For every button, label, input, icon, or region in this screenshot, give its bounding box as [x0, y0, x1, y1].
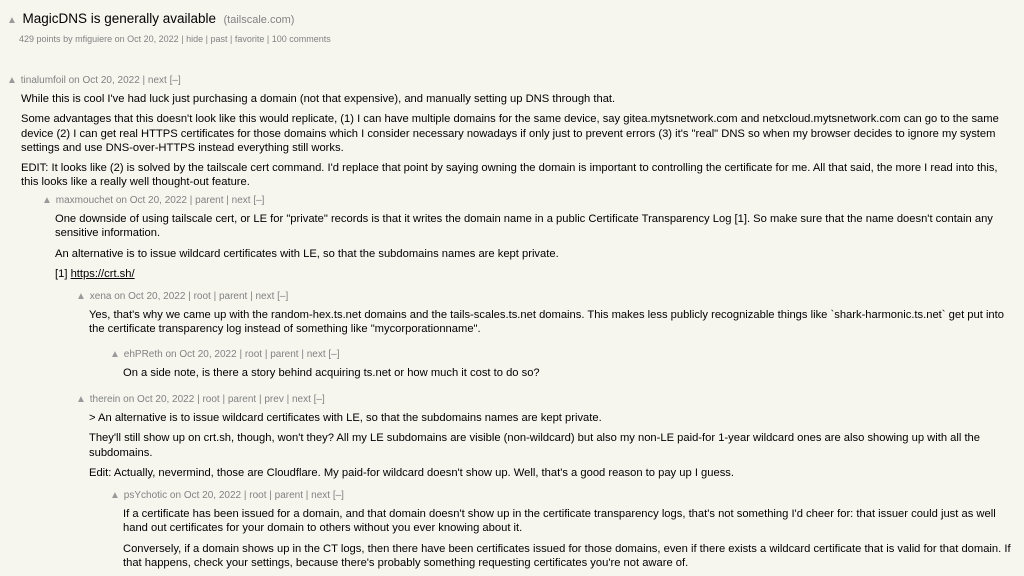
comment-age-link[interactable]: Oct 20, 2022 [179, 349, 237, 360]
comment-user-link[interactable]: xena [89, 291, 112, 302]
upvote-arrow-icon[interactable]: ▲ [110, 490, 120, 501]
upvote-arrow-icon[interactable]: ▲ [76, 394, 86, 405]
comment-item [109, 489, 1016, 576]
comment-item [41, 194, 1016, 287]
comment-body [123, 366, 1016, 380]
comment-nav-links[interactable]: | root | parent | next [–] [243, 490, 344, 501]
upvote-arrow-icon[interactable]: ▲ [76, 291, 86, 302]
comment-item [109, 348, 1016, 386]
comment-body [89, 411, 1016, 480]
comment-reference [55, 267, 1016, 281]
comment-age-link[interactable]: Oct 20, 2022 [183, 490, 242, 501]
reference-label: [1] [55, 267, 68, 280]
comment-paragraph: Edit: Actually, nevermind, those are Cloudflare. My paid-for wildcard doesn't show up. Well, that's a good reason to pay up I guess. [89, 466, 734, 479]
comment-age-link[interactable]: Oct 20, 2022 [137, 394, 195, 405]
comment-paragraph: > An alternative is to issue wildcard certificates with LE, so that the subdomains names are kept private. [89, 412, 602, 424]
story-points: 429 points [19, 34, 61, 44]
comment-item [75, 290, 1016, 343]
separator: | [266, 34, 270, 44]
comment-paragraph: Some advantages that this doesn't look like this would replicate, (1) I can have multiple domains for the same device, say gitea.mytsnetwork.com and netxcloud.mytsnetwork.com can go to the same device (2) I can get real HTTPS certificates for those domains which I consider necessary nowadays if only just to prevent errors (3) it's "real" DNS so when my browser decides to ignore my system settings and use DNS-over-HTTPS instead everything still works. [21, 113, 999, 154]
comment-body [55, 212, 1016, 281]
separator: | [181, 34, 184, 44]
comment-user-link[interactable]: therein [89, 394, 121, 405]
past-link[interactable]: past [210, 34, 228, 44]
comment-paragraph: If a certificate has been issued for a domain, and that domain doesn't show up in the certificate transparency logs, that's not something I'd cheer for: that issuer could just as well hand out certificates for your domain to others without you ever knowing about it. [123, 508, 996, 535]
upvote-arrow-icon[interactable]: ▲ [42, 195, 52, 206]
comment-body [21, 92, 1016, 190]
comment-paragraph: On a side note, is there a story behind acquiring ts.net or how much it cost to do so? [123, 367, 540, 379]
comment-user-link[interactable]: tinalumfoil [20, 75, 66, 86]
reference-link[interactable]: https://crt.sh/ [70, 267, 135, 280]
comment-nav-links[interactable]: | root | parent | next [–] [239, 349, 340, 360]
story-on-label: on [114, 34, 125, 44]
comment-nav-links[interactable]: | root | parent | prev | next [–] [197, 394, 325, 405]
on-label: on [68, 75, 80, 86]
comment-paragraph: Yes, that's why we came up with the random-hex.ts.net domains and the tails-scales.ts.net domains. This makes less publicly recognizable things like `shark-harmonic.ts.net` get put into the certificate transparency log instead of something like "mycorporationname". [89, 309, 1004, 336]
comment-nav-links[interactable]: | next [–] [142, 75, 181, 86]
story-title[interactable]: MagicDNS is generally available [22, 11, 217, 26]
comment-age-link[interactable]: Oct 20, 2022 [129, 195, 187, 206]
comment-item [6, 74, 1016, 196]
comment-user-link[interactable]: psYchotic [123, 490, 168, 501]
comment-body [89, 308, 1016, 337]
comment-header [109, 348, 1016, 362]
story-age-link[interactable]: Oct 20, 2022 [127, 34, 179, 44]
favorite-link[interactable]: favorite [234, 34, 265, 44]
hide-link[interactable]: hide [186, 34, 204, 44]
comment-paragraph: EDIT: It looks like (2) is solved by the tailscale cert command. I'd replace that point by saying owning the domain is important to controlling the certificate for me. All that said, the more I read into this, this looks like a really well thought-out feature. [21, 162, 998, 189]
story-subtext [19, 34, 1016, 44]
comment-age-link[interactable]: Oct 20, 2022 [82, 75, 140, 86]
comment-header [109, 489, 1016, 503]
comment-header [41, 194, 1016, 208]
on-label: on [114, 291, 126, 302]
comment-nav-links[interactable]: | root | parent | next [–] [188, 291, 289, 302]
comment-paragraph: One downside of using tailscale cert, or LE for "private" records is that it writes the domain name in a public Certificate Transparency Log [1]. So make sure that the name doesn't contain any sensitive information. [55, 213, 993, 240]
comment-header [75, 393, 1016, 407]
separator: | [205, 34, 208, 44]
on-label: on [165, 349, 177, 360]
story-user-link[interactable]: mfiguiere [75, 34, 113, 44]
separator: | [230, 34, 233, 44]
comment-body [123, 507, 1016, 570]
story-site[interactable]: (tailscale.com) [223, 14, 295, 26]
comment-user-link[interactable]: maxmouchet [55, 195, 114, 206]
upvote-arrow-icon[interactable]: ▲ [7, 75, 17, 86]
on-label: on [123, 394, 135, 405]
story-by-label: by [63, 34, 73, 44]
comment-user-link[interactable]: ehPReth [123, 349, 163, 360]
comment-header [6, 74, 1016, 88]
comment-paragraph: They'll still show up on crt.sh, though, won't they? All my LE subdomains are visible (non-wildcard) but also my non-LE paid-for 1-year wildcard ones are also showing up with all the subdomains. [89, 432, 981, 459]
on-label: on [169, 490, 182, 501]
story-header [6, 10, 1016, 44]
upvote-arrow-icon[interactable]: ▲ [7, 15, 17, 26]
comment-item [75, 393, 1016, 486]
comment-nav-links[interactable]: | parent | next [–] [189, 195, 265, 206]
comments-link[interactable]: 100 comments [271, 34, 331, 44]
on-label: on [115, 195, 127, 206]
comment-paragraph: Conversely, if a domain shows up in the CT logs, then there have been certificates issued for those domains, even if there exists a wildcard certificate that is valid for that domain. If that happens, check your settings, because there's probably something requesting certificates you're not aware of. [123, 542, 1011, 569]
comment-paragraph: An alternative is to issue wildcard certificates with LE, so that the subdomains names are kept private. [55, 247, 559, 260]
comment-paragraph: While this is cool I've had luck just purchasing a domain (not that expensive), and manually setting up DNS through that. [21, 93, 616, 105]
comment-header [75, 290, 1016, 304]
comment-age-link[interactable]: Oct 20, 2022 [128, 291, 186, 302]
upvote-arrow-icon[interactable]: ▲ [110, 349, 120, 360]
